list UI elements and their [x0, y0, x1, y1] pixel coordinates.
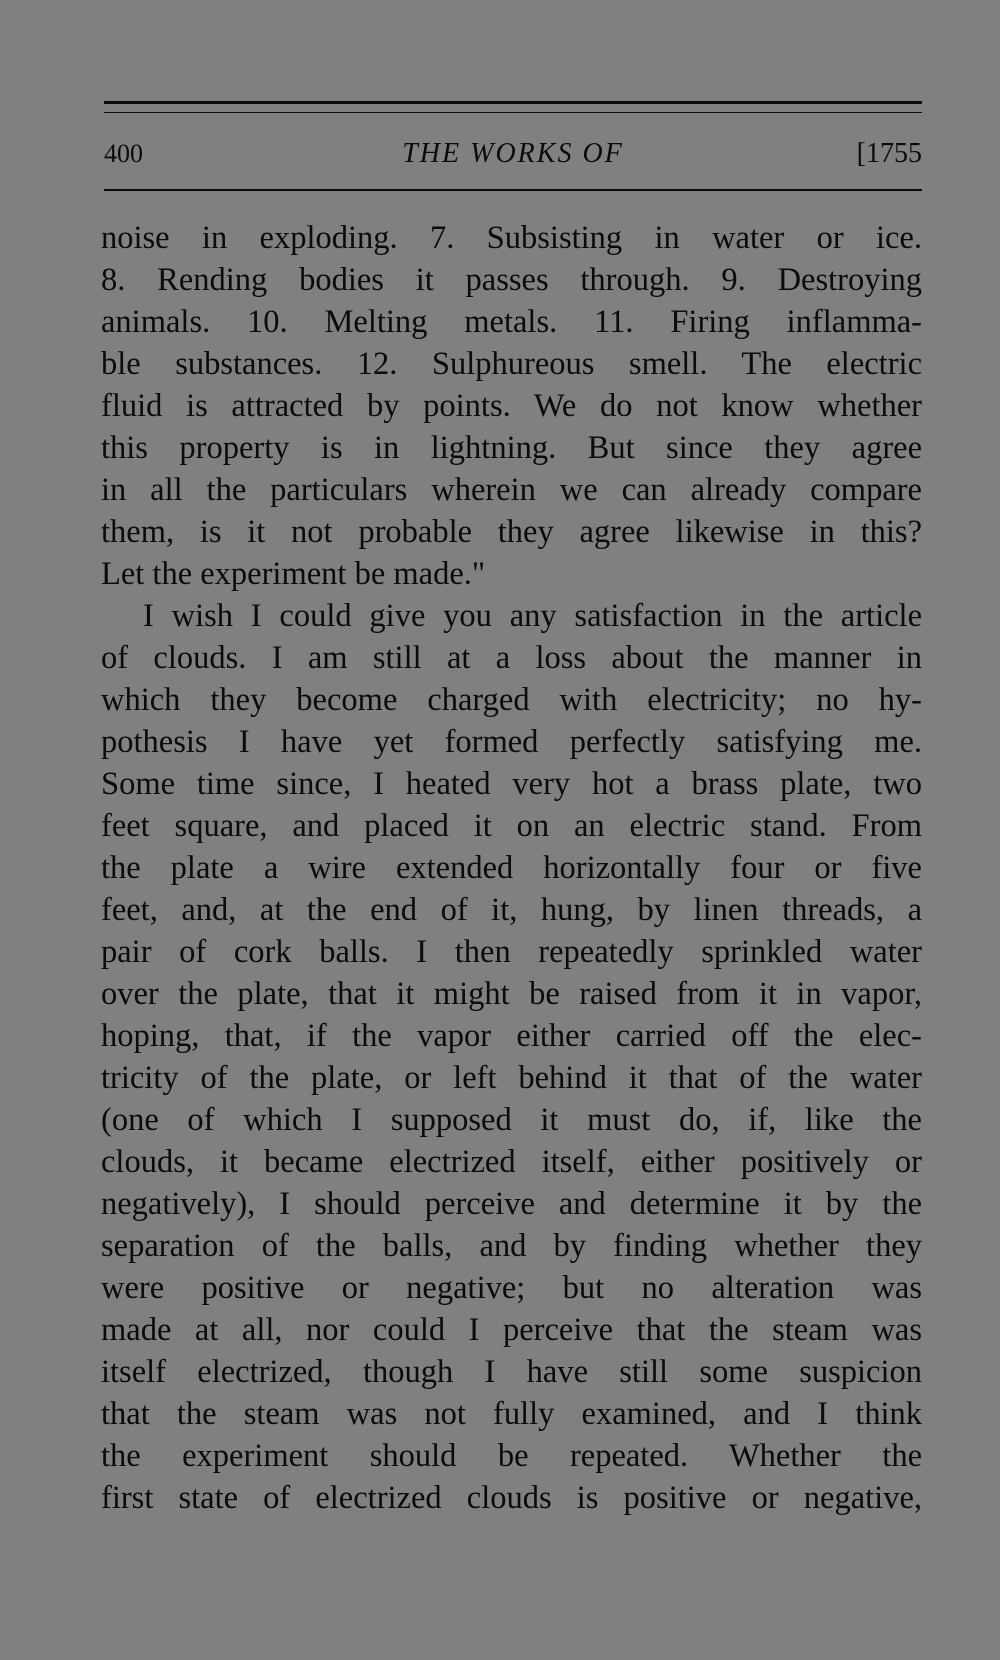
top-double-rule-thick — [104, 101, 922, 104]
text-line: in all the particulars wherein we can already compare — [101, 472, 922, 508]
text-line: feet, and, at the end of it, hung, by linen threads, a — [101, 892, 922, 928]
page-number: 400 — [104, 139, 143, 168]
text-line: pair of cork balls. I then repeatedly sprinkled water — [101, 934, 922, 970]
text-line: this property is in lightning. But since they agree — [101, 430, 922, 466]
text-line: itself electrized, though I have still some suspicion — [101, 1354, 922, 1390]
text-line: clouds, it became electrized itself, either positively or — [101, 1144, 922, 1180]
text-line: were positive or negative; but no alteration was — [101, 1270, 922, 1306]
text-line: separation of the balls, and by finding whether they — [101, 1228, 922, 1264]
top-double-rule-thin — [104, 112, 922, 113]
text-line: of clouds. I am still at a loss about the manner in — [101, 640, 922, 676]
text-line: fluid is attracted by points. We do not know whether — [101, 388, 922, 424]
running-head — [104, 134, 922, 174]
text-line: made at all, nor could I perceive that the steam was — [101, 1312, 922, 1348]
paragraph-end-line: Let the experiment be made." — [101, 556, 486, 592]
text-line: tricity of the plate, or left behind it that of the water — [101, 1060, 922, 1096]
text-line: (one of which I supposed it must do, if, like the — [101, 1102, 922, 1138]
text-line: that the steam was not fully examined, and I think — [101, 1396, 922, 1432]
text-line: pothesis I have yet formed perfectly satisfying me. — [101, 724, 922, 760]
text-line: the experiment should be repeated. Whether the — [101, 1438, 922, 1474]
text-line: ble substances. 12. Sulphureous smell. The electric — [101, 346, 922, 382]
text-line: feet square, and placed it on an electric stand. From — [101, 808, 922, 844]
header-rule — [104, 189, 922, 191]
year-mark: [1755 — [856, 138, 922, 169]
text-line: negatively), I should perceive and determine it by the — [101, 1186, 922, 1222]
text-line: Some time since, I heated very hot a brass plate, two — [101, 766, 922, 802]
text-line: over the plate, that it might be raised from it in vapor, — [101, 976, 922, 1012]
text-line: hoping, that, if the vapor either carried off the elec- — [101, 1018, 922, 1054]
text-line: them, is it not probable they agree likewise in this? — [101, 514, 922, 550]
paragraph-first-line: I wish I could give you any satisfaction in the article — [143, 598, 922, 634]
text-line: 8. Rending bodies it passes through. 9. Destroying — [101, 262, 922, 298]
text-line: first state of electrized clouds is positive or negative, — [101, 1480, 922, 1516]
text-line: noise in exploding. 7. Subsisting in water or ice. — [101, 220, 922, 256]
text-line: which they become charged with electricity; no hy- — [101, 682, 922, 718]
running-title: THE WORKS OF — [402, 138, 624, 169]
text-line: the plate a wire extended horizontally four or five — [101, 850, 922, 886]
body-text — [101, 217, 922, 1519]
text-line: animals. 10. Melting metals. 11. Firing inflamma- — [101, 304, 922, 340]
